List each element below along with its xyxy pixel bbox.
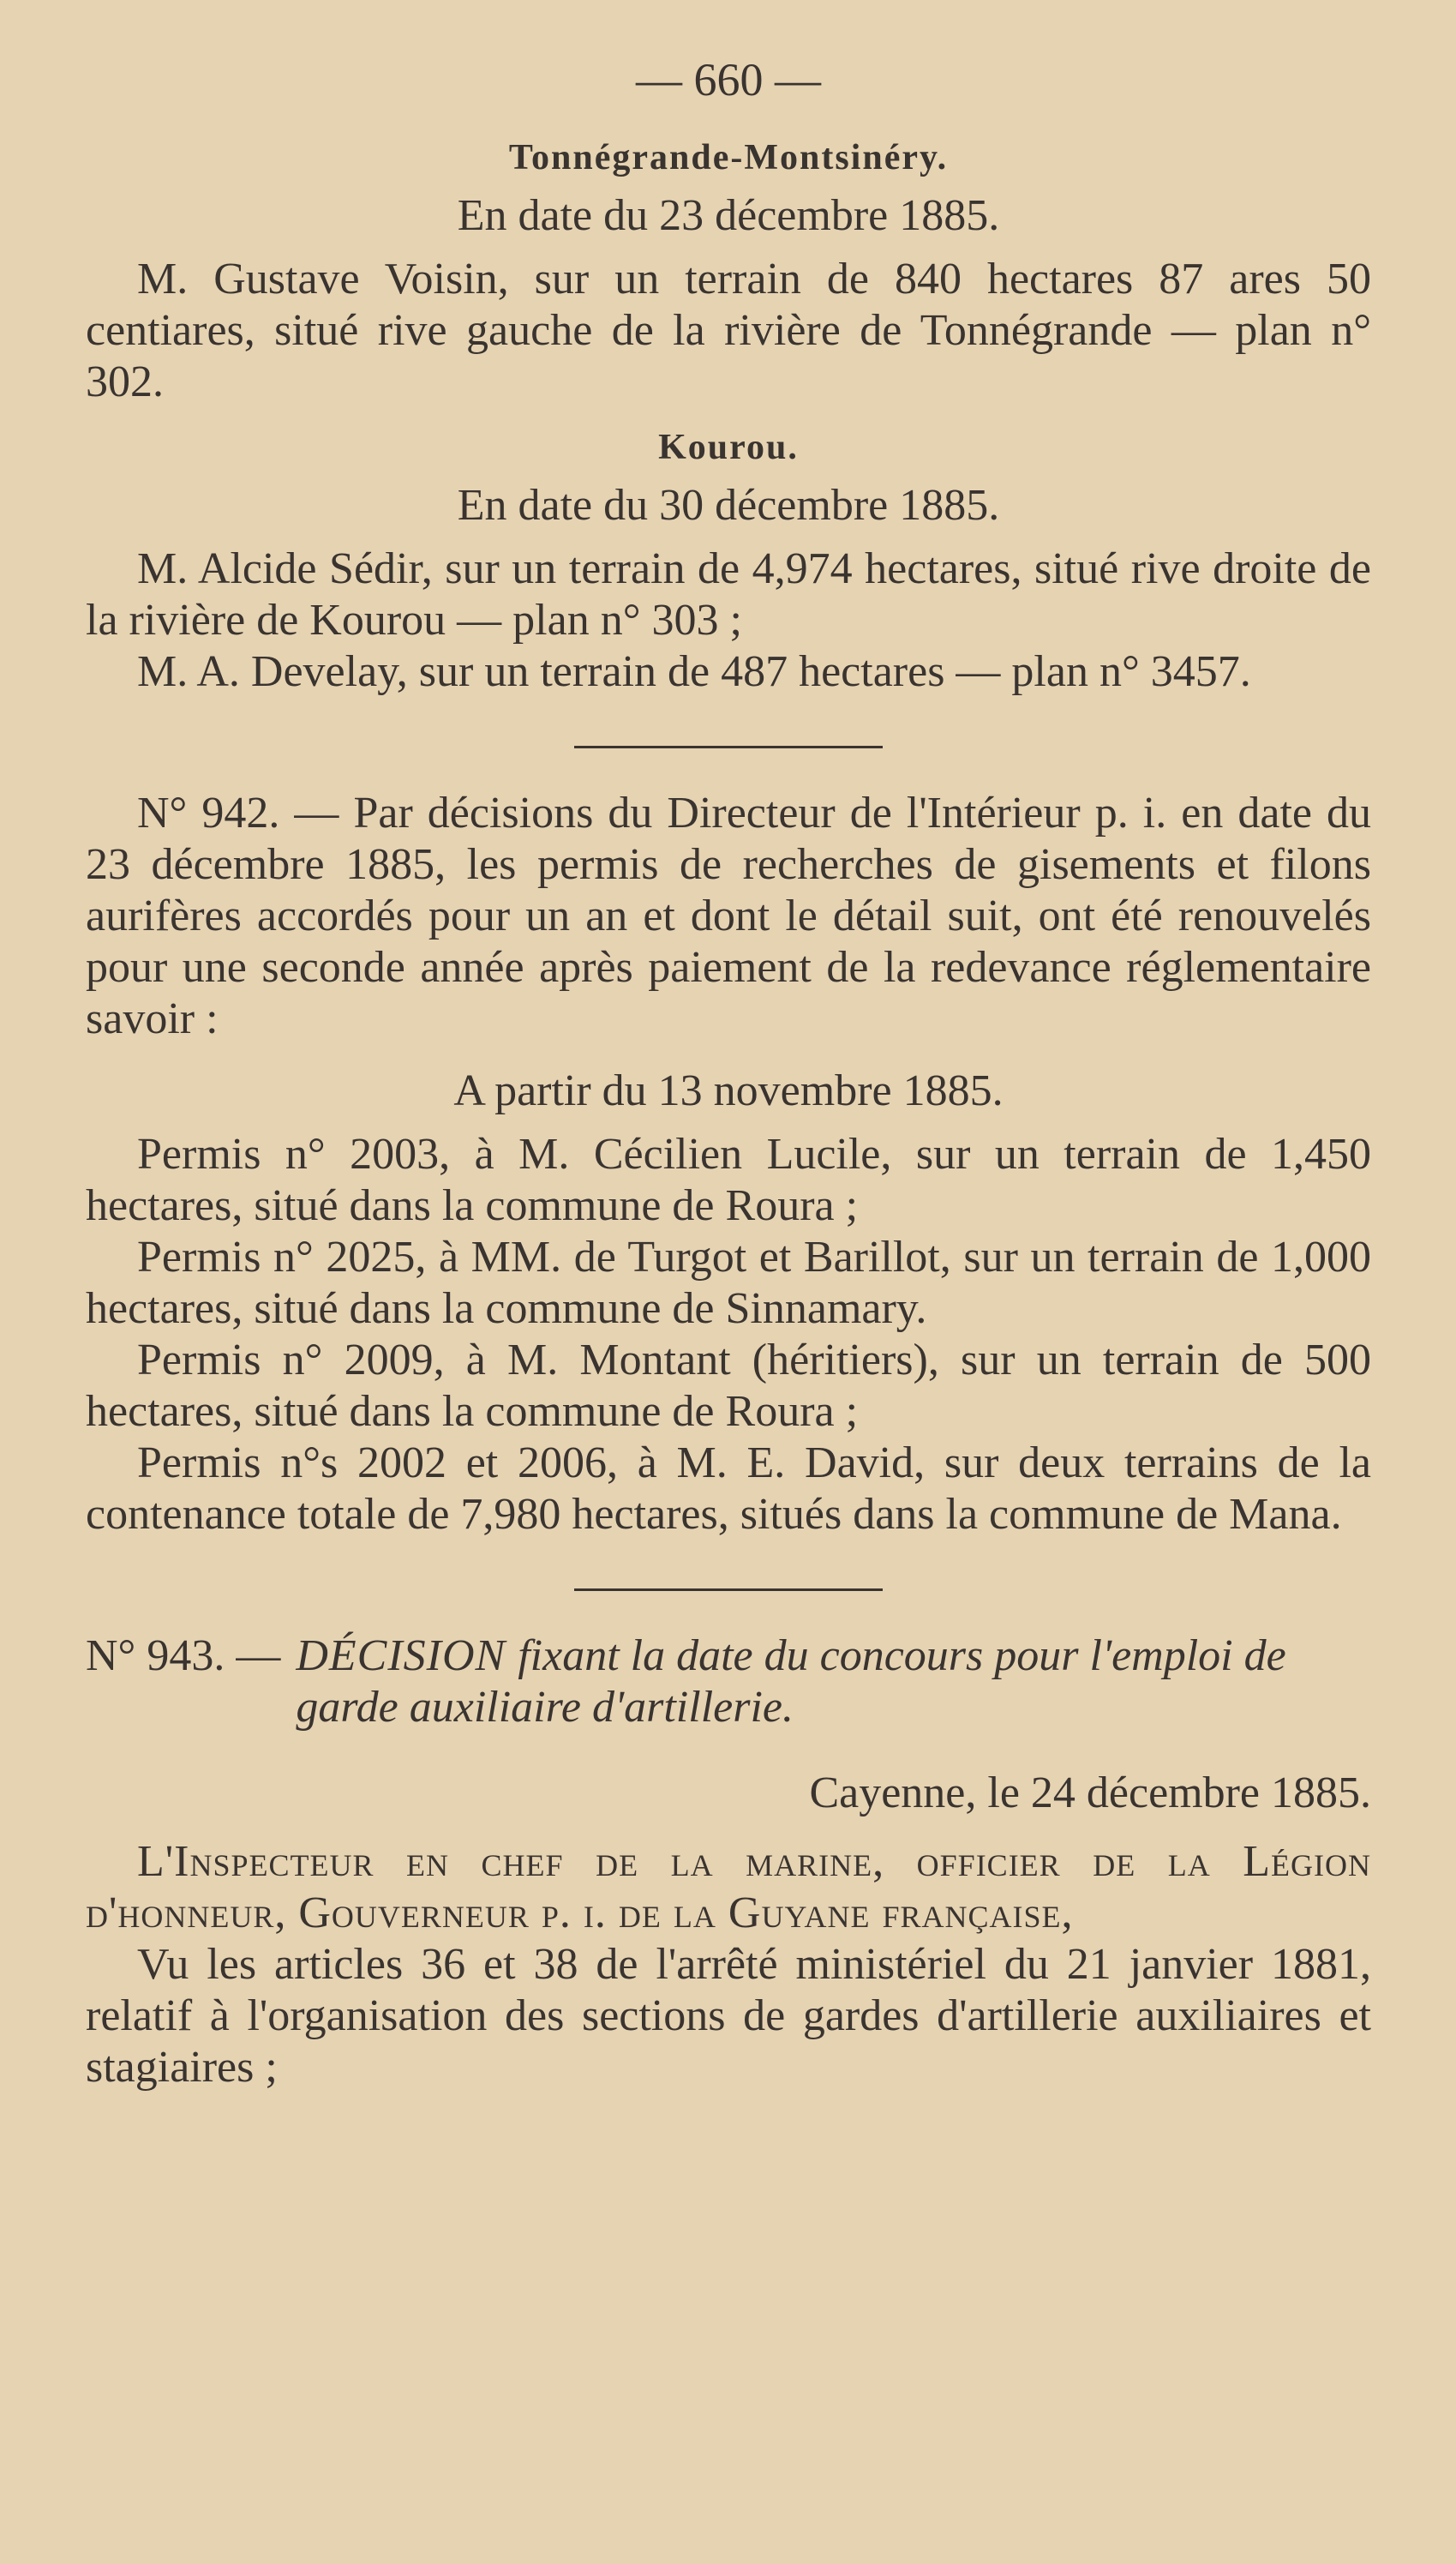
decision-942-date: A partir du 13 novembre 1885. [453, 1066, 1004, 1115]
decision-943-authority: L'Inspecteur en chef de la marine, officier de la Légion d'honneur, Gouverneur p. i. de la Guyane française, [86, 1837, 1371, 1937]
decision-943-number: N° 943. — [86, 1631, 281, 1680]
section-divider [574, 1588, 883, 1591]
entry-develay: M. A. Develay, sur un terrain de 487 hectares — plan n° 3457. [137, 647, 1251, 696]
section-divider [574, 746, 883, 748]
entry-voisin: M. Gustave Voisin, sur un terrain de 840 hectares 87 ares 50 centiares, situé rive gauche de la rivière de Tonnégrande — plan n° 302. [86, 255, 1371, 406]
entry-sedir: M. Alcide Sédir, sur un terrain de 4,974 hectares, situé rive droite de la rivière de Kourou — plan n° 303 ; [86, 544, 1371, 645]
permit-item: Permis n° 2003, à M. Cécilien Lucile, sur un terrain de 1,450 hectares, situé dans la commune de Roura ; [86, 1130, 1371, 1230]
decision-943-considerant: Vu les articles 36 et 38 de l'arrêté ministériel du 21 janvier 1881, relatif à l'organisation des sections de gardes d'artillerie auxiliaires et stagiaires ; [86, 1940, 1371, 2092]
decision-942-intro: N° 942. — Par décisions du Directeur de l'Intérieur p. i. en date du 23 décembre 1885, les permis de recherches de gisements et filons aurifères accordés pour un an et dont le détail suit, ont été renouvelés pour une seconde année après paiement de la redevance réglementaire savoir : [86, 789, 1371, 1043]
page-number: — 660 — [636, 54, 821, 105]
decision-943-title-lead: DÉCISION [296, 1631, 518, 1680]
decision-943-place-date: Cayenne, le 24 décembre 1885. [809, 1768, 1371, 1817]
decision-943-title-rest: fixant la date du concours pour l'emploi de garde auxiliaire d'artillerie. [296, 1631, 1286, 1732]
decision-943-title [86, 1630, 1371, 1733]
permit-item: Permis n°s 2002 et 2006, à M. E. David, sur deux terrains de la contenance totale de 7,980 hectares, situés dans la commune de Mana. [86, 1438, 1371, 1539]
permit-item: Permis n° 2025, à MM. de Turgot et Barillot, sur un terrain de 1,000 hectares, situé dans la commune de Sinnamary. [86, 1233, 1371, 1333]
section-heading-kourou: Kourou. [658, 428, 799, 467]
section-date-tonnegrande: En date du 23 décembre 1885. [457, 191, 1000, 240]
permit-item: Permis n° 2009, à M. Montant (héritiers), sur un terrain de 500 hectares, situé dans la commune de Roura ; [86, 1336, 1371, 1436]
section-date-kourou: En date du 30 décembre 1885. [457, 481, 1000, 530]
document-page [86, 41, 1371, 2093]
section-heading-tonnegrande: Tonnégrande-Montsinéry. [508, 138, 949, 177]
decision-943-title-text [280, 1630, 1371, 1733]
